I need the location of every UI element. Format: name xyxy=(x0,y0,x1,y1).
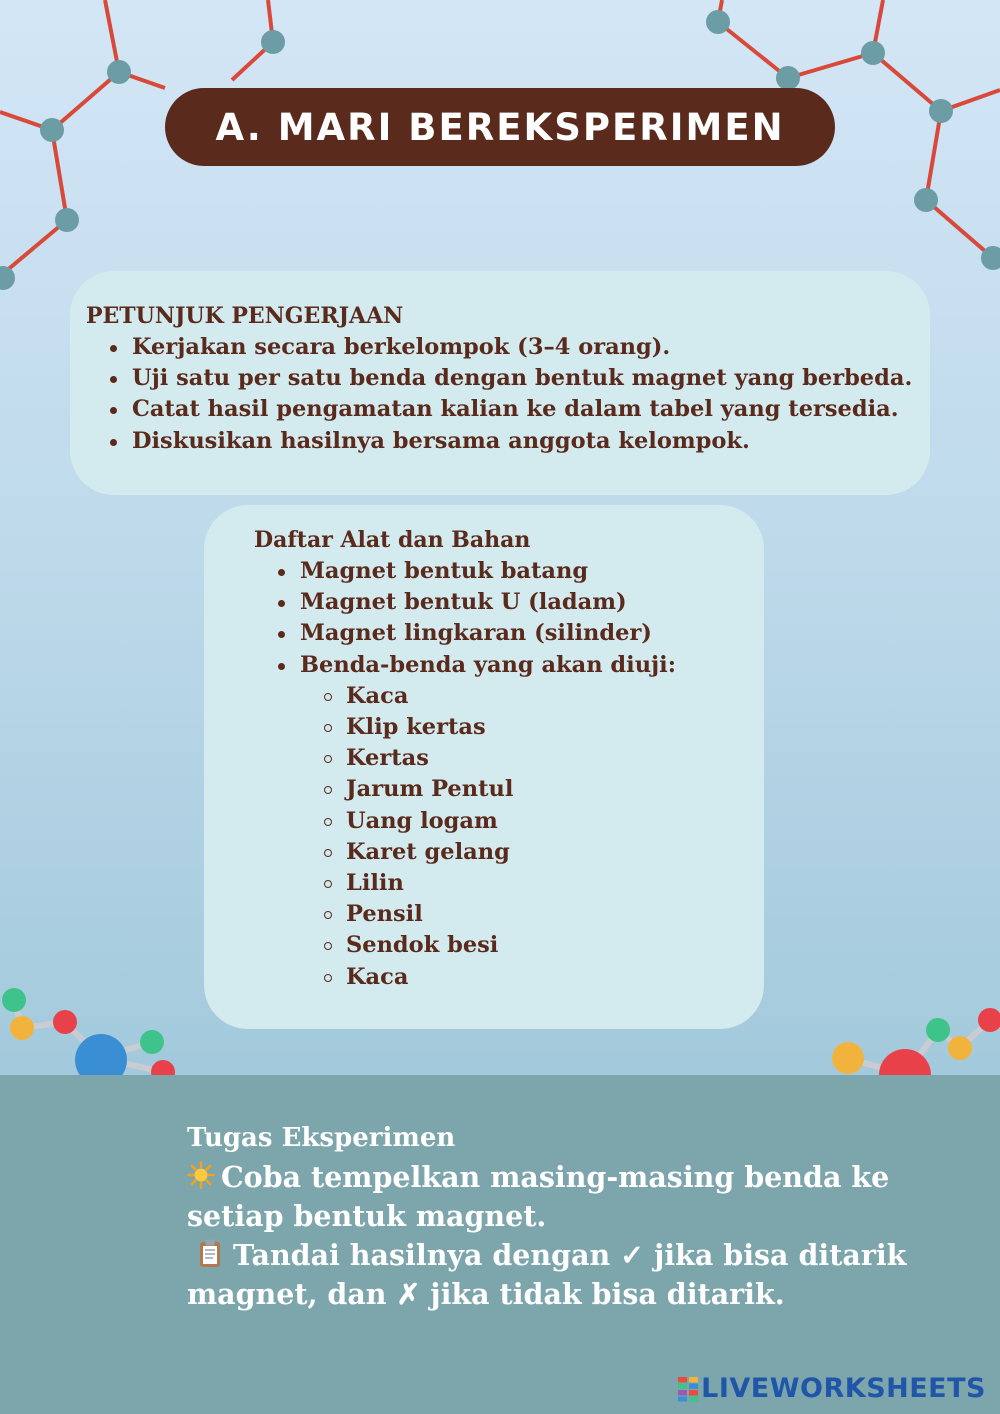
list-item: Lilin xyxy=(346,868,676,899)
task-line-2-text: Tandai hasilnya dengan ✓ jika bisa ditarik magnet, dan ✗ jika tidak bisa ditarik. xyxy=(187,1238,907,1311)
list-item: Magnet lingkaran (silinder) xyxy=(300,618,676,649)
test-objects-list xyxy=(346,681,676,993)
list-item: Sendok besi xyxy=(346,930,676,961)
list-item: Kaca xyxy=(346,962,676,993)
task-line-1-text: Coba tempelkan masing-masing benda ke setiap bentuk magnet. xyxy=(187,1160,890,1233)
list-item: Diskusikan hasilnya bersama anggota kelompok. xyxy=(132,426,912,457)
list-item: Kaca xyxy=(346,681,676,712)
list-item: Pensil xyxy=(346,899,676,930)
brand-logo[interactable] xyxy=(677,1373,986,1404)
task-heading: Tugas Eksperimen xyxy=(187,1123,456,1153)
bottom-left-ball-molecule xyxy=(2,988,175,1086)
task-instruction-2 xyxy=(187,1236,907,1314)
list-item: Magnet bentuk U (ladam) xyxy=(300,587,676,618)
materials-card xyxy=(204,505,764,1029)
brand-name: LIVEWORKSHEETS xyxy=(701,1373,986,1404)
list-item xyxy=(300,650,676,993)
liveworksheets-logo-icon xyxy=(677,1376,699,1402)
instructions-card xyxy=(70,271,930,495)
test-objects-label: Benda-benda yang akan diuji: xyxy=(300,651,677,678)
instructions-list xyxy=(132,332,912,457)
task-section xyxy=(187,1118,907,1314)
sun-icon xyxy=(187,1161,215,1189)
list-item: Karet gelang xyxy=(346,837,676,868)
materials-heading: Daftar Alat dan Bahan xyxy=(254,527,531,553)
task-instruction-1 xyxy=(187,1158,907,1236)
list-item: Uji satu per satu benda dengan bentuk magnet yang berbeda. xyxy=(132,363,912,394)
title-banner xyxy=(165,88,835,166)
materials-list xyxy=(300,556,676,993)
instructions-heading: PETUNJUK PENGERJAAN xyxy=(86,303,404,329)
page-title: A. MARI BEREKSPERIMEN xyxy=(215,105,785,149)
list-item: Kertas xyxy=(346,743,676,774)
list-item: Uang logam xyxy=(346,806,676,837)
list-item: Kerjakan secara berkelompok (3–4 orang). xyxy=(132,332,912,363)
list-item: Catat hasil pengamatan kalian ke dalam tabel yang tersedia. xyxy=(132,394,912,425)
clipboard-icon xyxy=(195,1238,225,1268)
list-item: Jarum Pentul xyxy=(346,774,676,805)
list-item: Magnet bentuk batang xyxy=(300,556,676,587)
list-item: Klip kertas xyxy=(346,712,676,743)
